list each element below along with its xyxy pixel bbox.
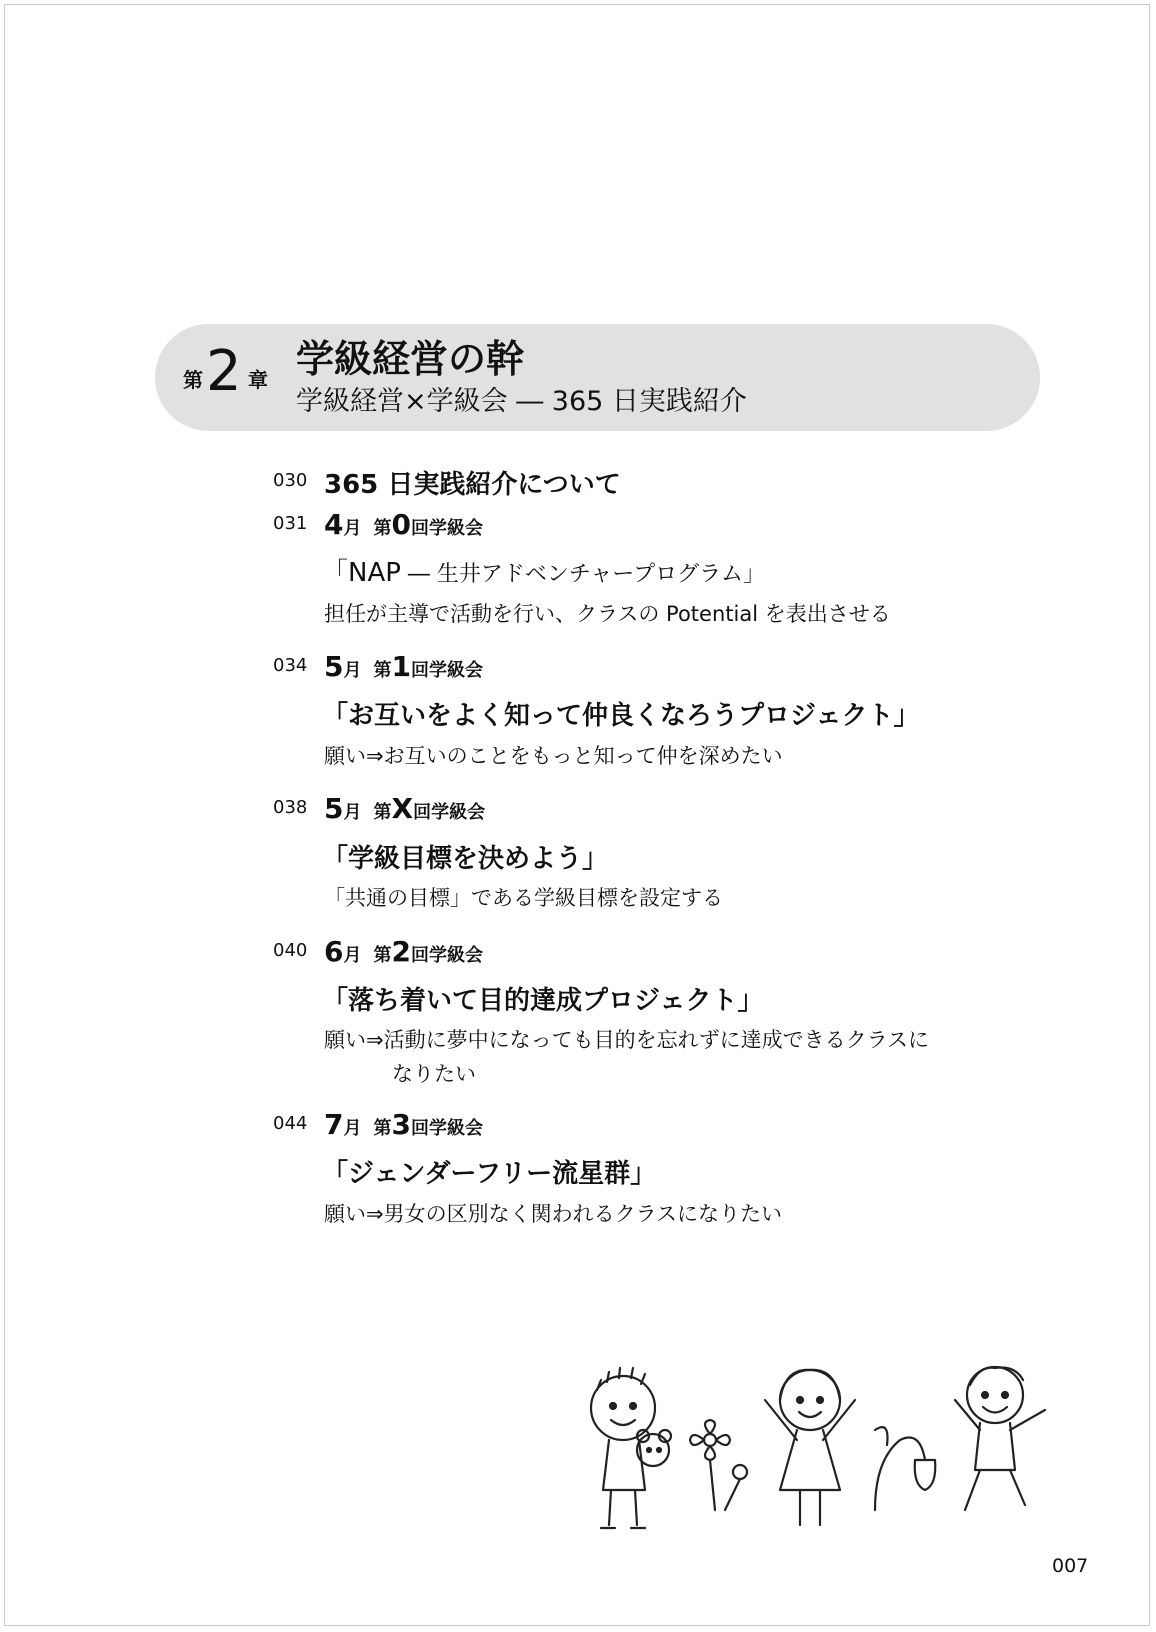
chapter-subtitle: 学級経営×学級会 ― 365 日実践紹介 — [296, 386, 747, 417]
toc-entry-description: 願い⇒男女の区別なく関われるクラスになりたい — [324, 1202, 782, 1226]
session-kai: 回学級会 — [410, 1118, 483, 1139]
toc-entry-title: 「学級目標を決めよう」 — [322, 844, 609, 874]
session-month-unit: 月 — [343, 945, 362, 966]
toc-page-number: 038 — [273, 797, 308, 818]
session-heading — [324, 1108, 483, 1141]
children-illustration — [575, 1360, 1095, 1540]
chapter-title: 学級経営の幹 — [296, 337, 525, 381]
session-dai: 第 — [373, 802, 392, 823]
page-number: 007 — [1052, 1555, 1089, 1577]
title-dash: ― — [400, 562, 437, 587]
toc-page-number: 034 — [273, 655, 308, 676]
session-month: 5 — [324, 650, 344, 683]
session-dai: 第 — [373, 1118, 392, 1139]
chapter-label-sho: 章 — [248, 368, 268, 392]
session-month: 7 — [324, 1108, 344, 1141]
session-kai: 回学級会 — [410, 518, 483, 539]
session-dai: 第 — [373, 518, 392, 539]
chapter-label-dai: 第 — [183, 368, 203, 392]
session-month-unit: 月 — [343, 802, 362, 823]
bluebell-drawing — [875, 1427, 935, 1510]
toc-entry-description: 願い⇒お互いのことをもっと知って仲を深めたい — [324, 744, 783, 768]
chapter-number: 2 — [206, 339, 242, 404]
session-number: 3 — [391, 1108, 411, 1141]
toc-entry-description-continued: なりたい — [392, 1062, 476, 1086]
toc-entry-description: 願い⇒活動に夢中になっても目的を忘れずに達成できるクラスに — [324, 1028, 929, 1052]
session-month: 4 — [324, 508, 344, 541]
session-number: X — [391, 792, 414, 825]
toc-page-number: 031 — [273, 513, 308, 534]
title-rest: 生井アドベンチャープログラム」 — [436, 562, 765, 587]
session-number: 2 — [391, 935, 411, 968]
flowers-drawing — [690, 1420, 747, 1510]
girl-drawing — [765, 1370, 855, 1525]
toc-entry-description: 担任が主導で活動を行い、クラスの Potential を表出させる — [324, 602, 891, 626]
toc-page-number: 040 — [273, 940, 308, 961]
session-dai: 第 — [373, 660, 392, 681]
session-kai: 回学級会 — [413, 802, 486, 823]
session-month: 6 — [324, 935, 344, 968]
session-number: 1 — [391, 650, 411, 683]
session-heading — [324, 650, 483, 683]
boy-with-teddy-drawing — [591, 1368, 671, 1528]
session-heading — [324, 508, 483, 541]
session-month-unit: 月 — [343, 518, 362, 539]
session-kai: 回学級会 — [410, 945, 483, 966]
toc-entry-title: 365 日実践紹介について — [324, 470, 621, 500]
toc-entry-title: 「お互いをよく知って仲良くなろうプロジェクト」 — [322, 701, 920, 731]
session-month: 5 — [324, 792, 344, 825]
session-kai: 回学級会 — [410, 660, 483, 681]
jumping-boy-drawing — [955, 1367, 1045, 1510]
toc-page-number: 044 — [273, 1113, 308, 1134]
session-month-unit: 月 — [343, 660, 362, 681]
session-number: 0 — [391, 508, 411, 541]
toc-entry-title — [322, 552, 765, 589]
toc-entry-title: 「落ち着いて目的達成プロジェクト」 — [322, 986, 764, 1016]
session-dai: 第 — [373, 945, 392, 966]
session-heading — [324, 935, 483, 968]
toc-entry-title: 「ジェンダーフリー流星群」 — [322, 1159, 657, 1189]
toc-entry-description: 「共通の目標」である学級目標を設定する — [324, 886, 723, 910]
session-month-unit: 月 — [343, 1118, 362, 1139]
session-heading — [324, 792, 485, 825]
toc-page-number: 030 — [273, 470, 308, 491]
title-main: 「NAP — [322, 558, 401, 588]
